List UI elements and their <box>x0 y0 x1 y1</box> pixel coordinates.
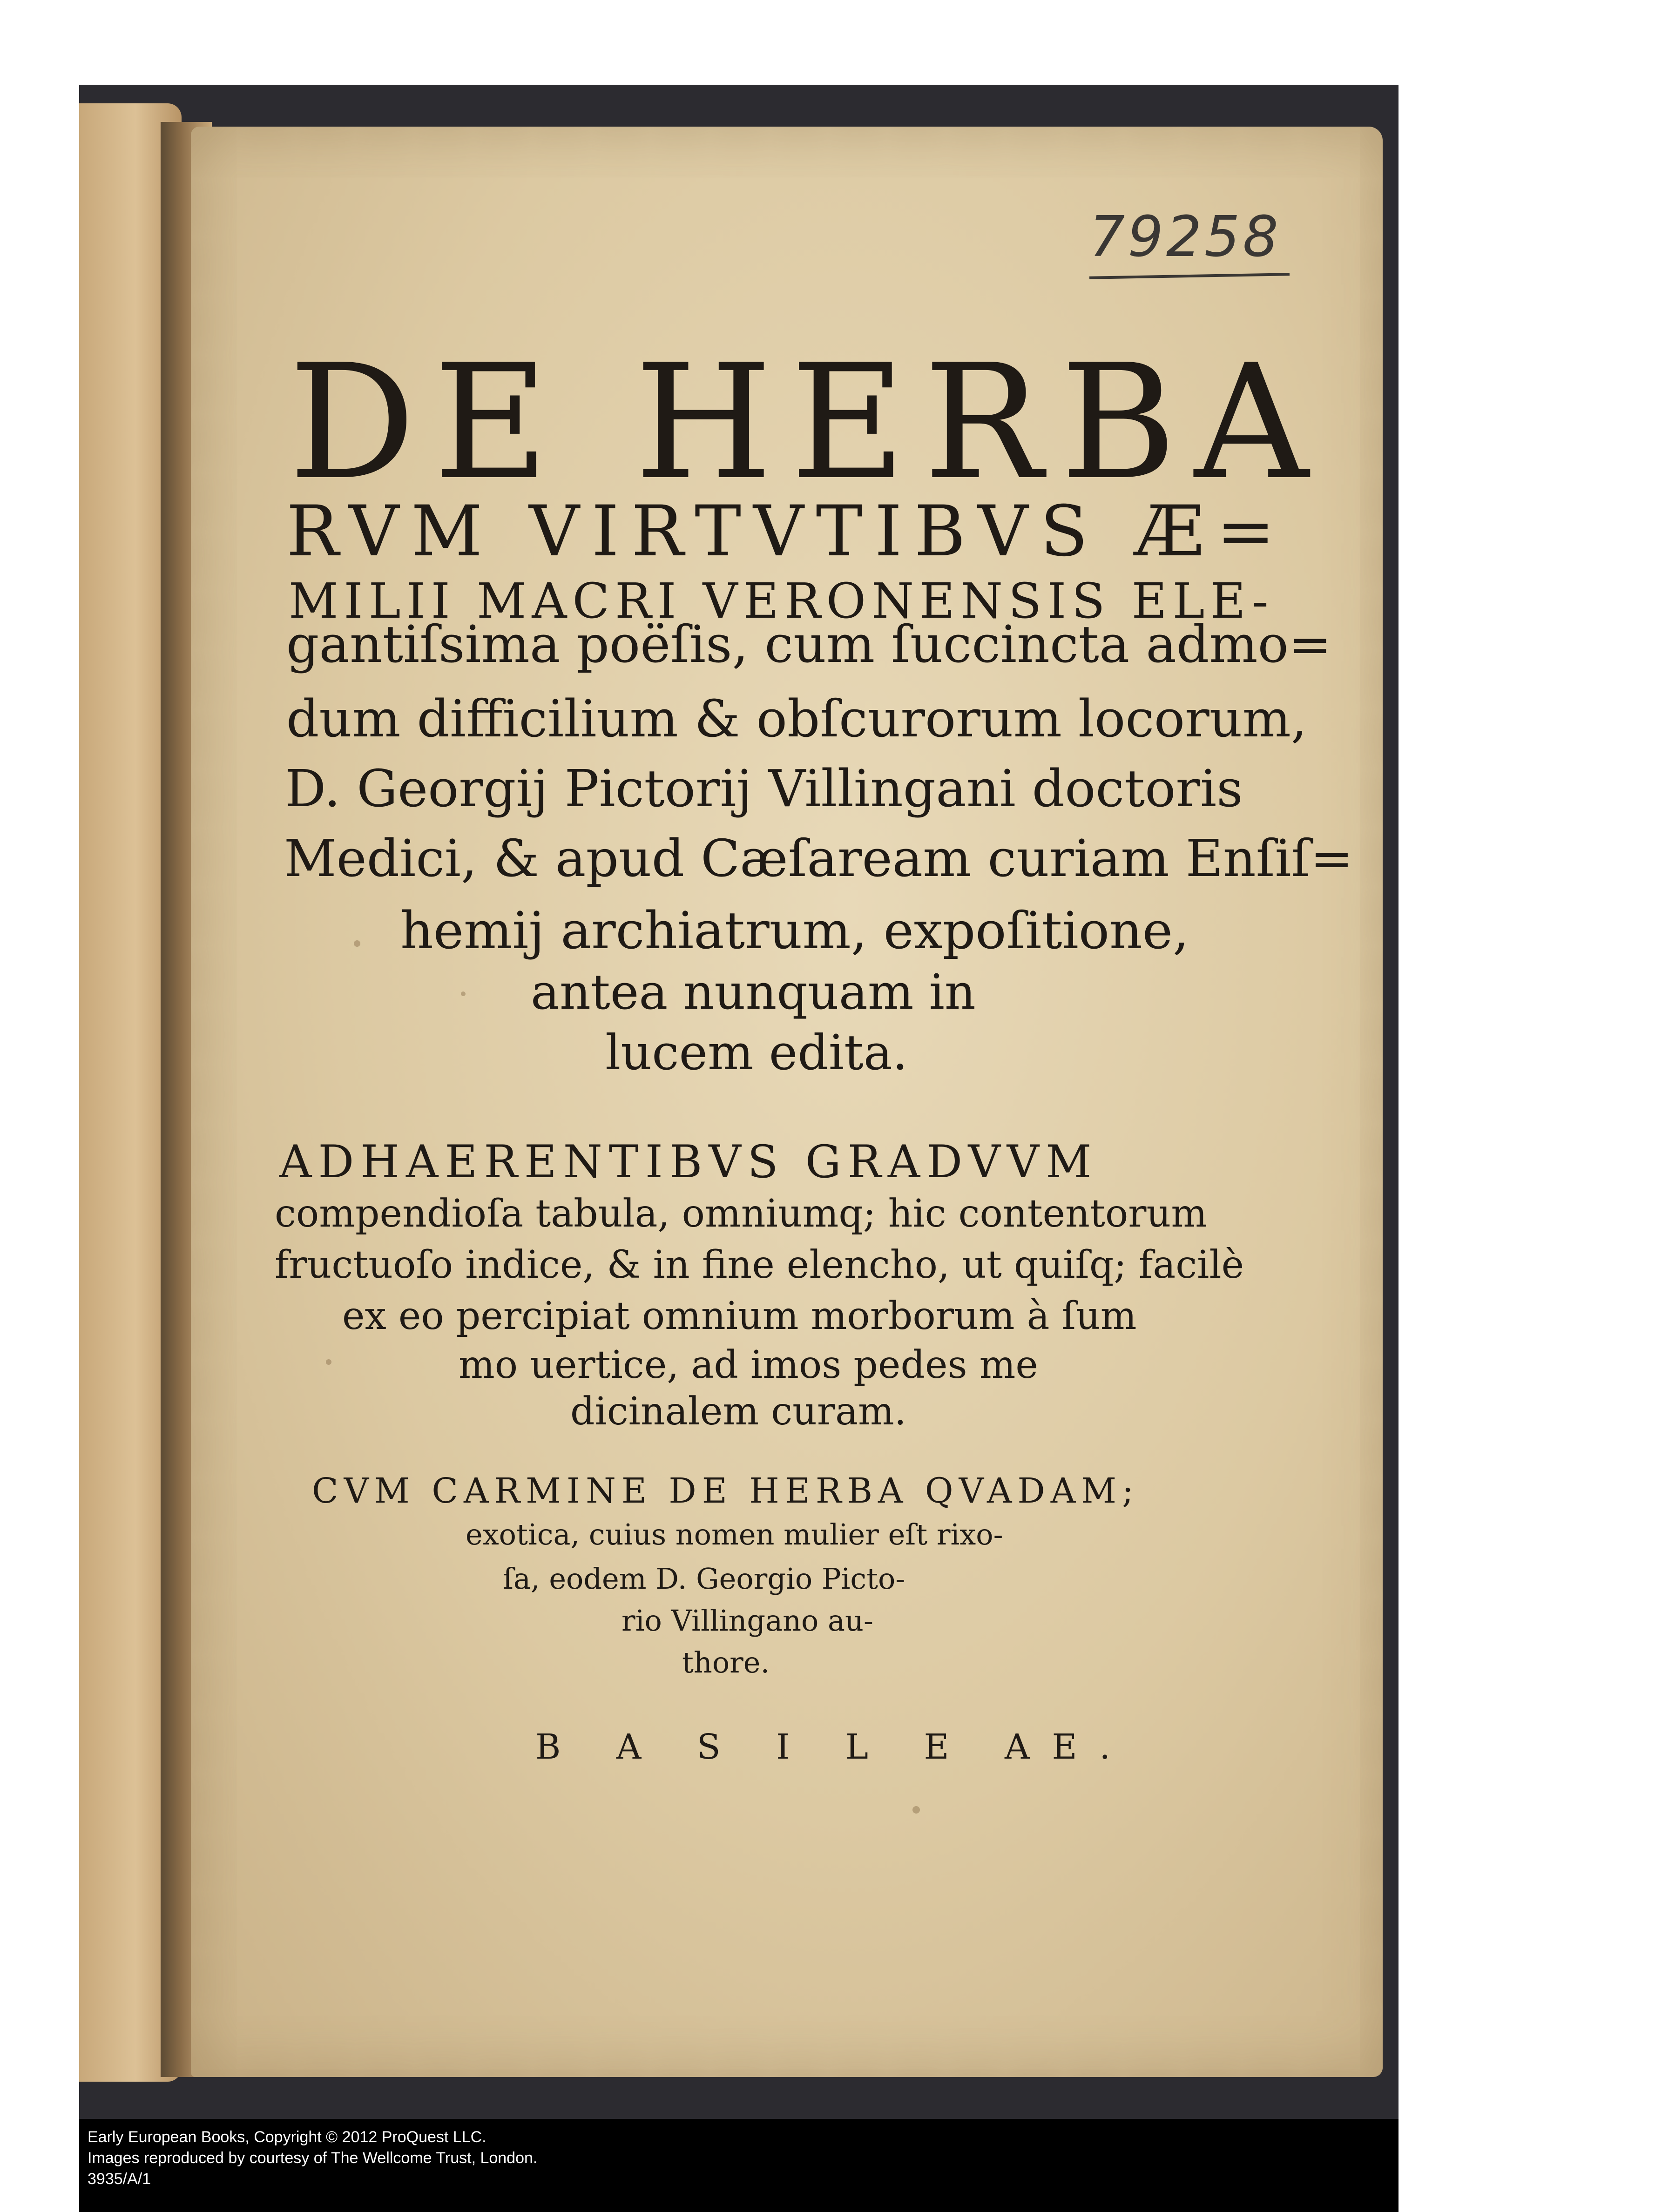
foxing-spot <box>354 940 360 947</box>
title-line-3: MILII MACRI VERONENSIS ELE- <box>289 573 1274 629</box>
subtitle-line-5: mo uertice, ad imos pedes me <box>459 1343 1038 1387</box>
carmen-line-4: rio Villingano au- <box>622 1604 873 1638</box>
title-line-2: RVM VIRTVTIBVS Æ= <box>286 491 1287 572</box>
title-line-8: hemij archiatrum, expoſitione, <box>400 901 1189 960</box>
title-line-6: D. Georgij Pictorij Villingani doctoris <box>285 759 1243 818</box>
handwritten-shelfmark: 79258 <box>1089 205 1281 270</box>
title-line-9: antea nunquam in <box>531 964 976 1020</box>
foxing-spot <box>461 991 466 996</box>
title-line-10: lucem edita. <box>605 1024 908 1081</box>
courtesy-line: Images reproduced by courtesy of The Wellcome Trust, London. <box>88 2149 538 2167</box>
copyright-line: Early European Books, Copyright © 2012 ProQuest LLC. <box>88 2128 486 2146</box>
carmen-line-2: exotica, cuius nomen mulier eſt rixo- <box>466 1517 1003 1551</box>
subtitle-line-4: ex eo percipiat omnium morborum à ſum <box>342 1294 1137 1338</box>
imprint-place: B A S I L E AE. <box>535 1727 1133 1767</box>
title-line-1: DE HERBA <box>289 330 1326 515</box>
foxing-spot <box>326 1359 331 1365</box>
carmen-line-3: ſa, eodem D. Georgio Picto- <box>503 1562 905 1596</box>
carmen-line-1: CVM CARMINE DE HERBA QVADAM; <box>312 1471 1139 1511</box>
subtitle-line-3: fructuoſo indice, & in fine elencho, ut quiſq; facilè <box>275 1243 1244 1287</box>
subtitle-line-6: dicinalem curam. <box>570 1389 906 1434</box>
title-line-7: Medici, & apud Cæſaream curiam Enſiſ= <box>284 829 1353 888</box>
title-line-5: dum difficilium & obſcurorum locorum, <box>286 689 1307 749</box>
carmen-line-5: thore. <box>682 1646 770 1679</box>
reference-number: 3935/A/1 <box>88 2170 151 2188</box>
foxing-spot <box>912 1806 920 1814</box>
subtitle-line-1: ADHAERENTIBVS GRADVVM <box>279 1136 1098 1188</box>
subtitle-line-2: compendioſa tabula, omniumq; hic contentorum <box>275 1192 1208 1236</box>
title-line-4: gantiſsima poëſis, cum ſuccincta admo= <box>286 614 1332 674</box>
